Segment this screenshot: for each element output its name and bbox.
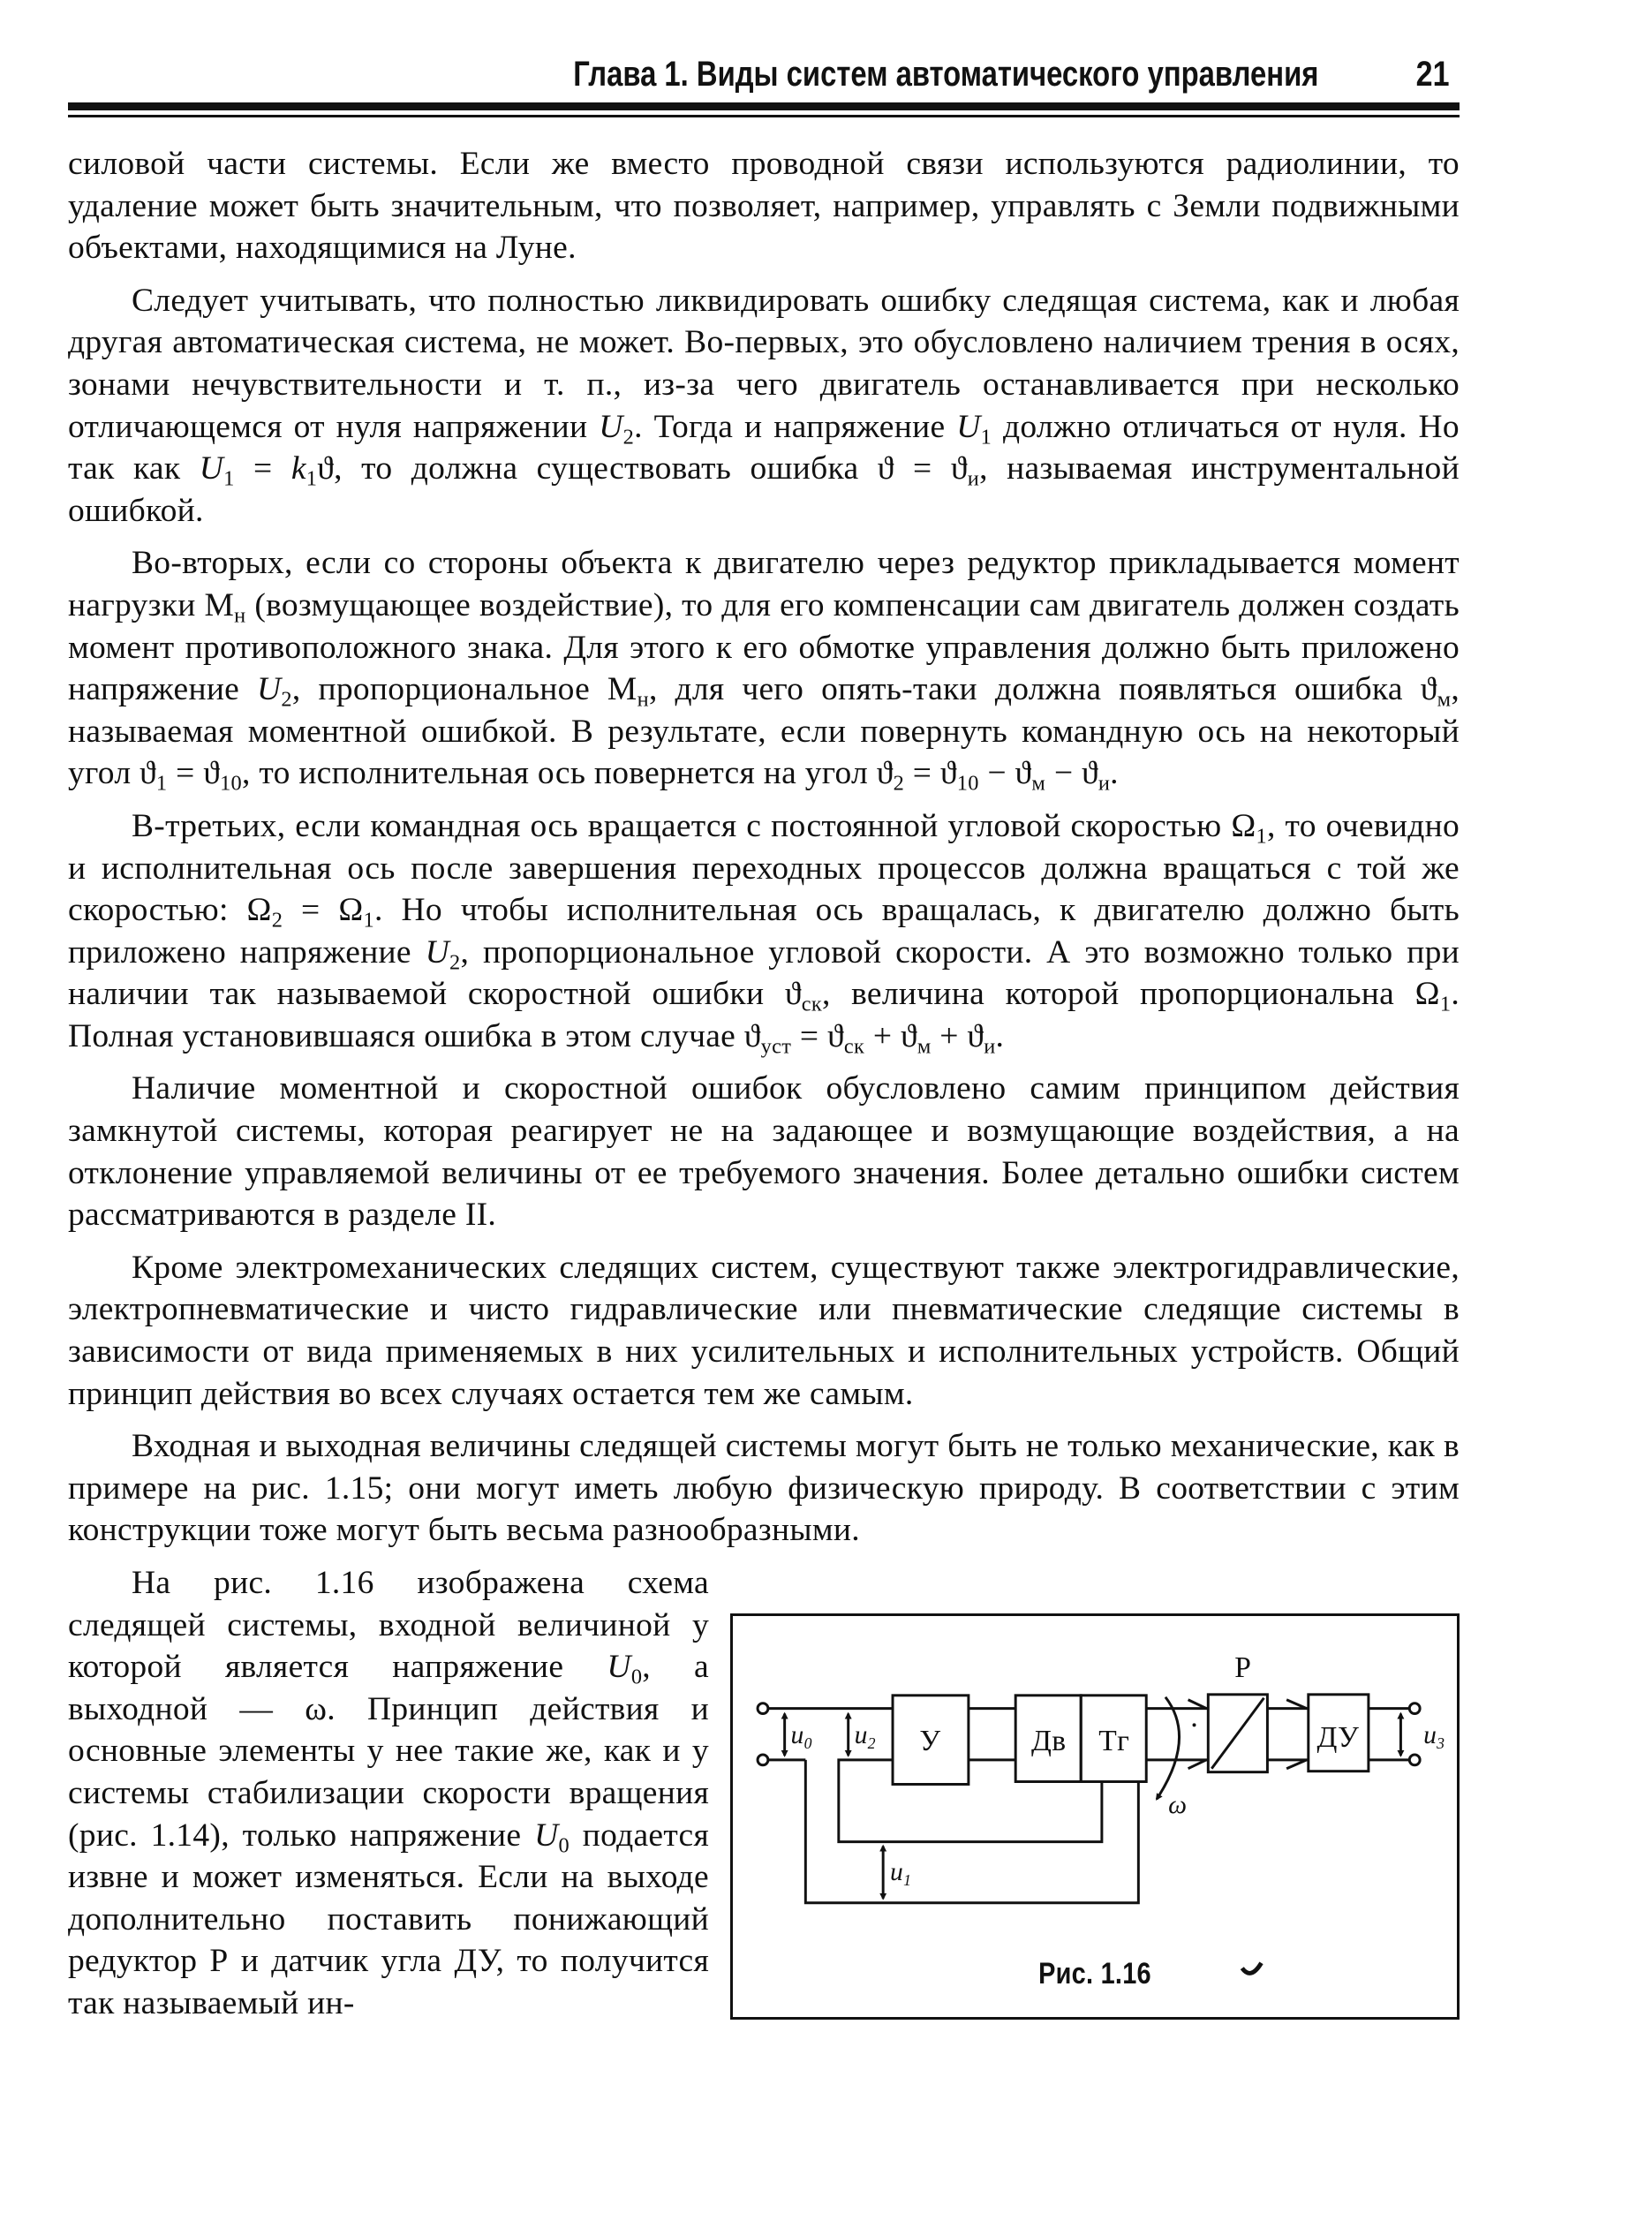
subscript: м bbox=[917, 1034, 932, 1059]
subscript: 1 bbox=[155, 771, 168, 796]
subscript: 1 bbox=[363, 908, 374, 933]
header-rule-thin bbox=[68, 115, 1460, 117]
block-label-reducer: Р bbox=[1234, 1651, 1252, 1685]
subscript: н bbox=[234, 603, 246, 628]
math-variable: U bbox=[199, 450, 224, 487]
subscript: 1 bbox=[306, 466, 318, 491]
math-variable: U bbox=[956, 408, 981, 445]
block-label-angle-sensor: ДУ bbox=[1316, 1721, 1360, 1755]
subscript: ск bbox=[801, 992, 822, 1016]
math-variable: U bbox=[534, 1817, 559, 1854]
math-variable: U bbox=[257, 671, 282, 708]
chapter-title: Глава 1. Виды систем автоматического управления bbox=[572, 55, 1318, 94]
subscript: ск bbox=[843, 1034, 865, 1059]
subscript: 0 bbox=[630, 1665, 643, 1689]
math-variable: U bbox=[607, 1649, 631, 1686]
paragraph: силовой части системы. Если же вместо проводной связи используются радиолинии, то удаление может быть значительным, что позволяет, например, управлять с Земли подвижными объектами, находящимися на Луне. bbox=[68, 146, 1460, 267]
subscript: 2 bbox=[281, 687, 292, 712]
subscript: 1 bbox=[223, 466, 235, 491]
label-u0: $u_0$ bbox=[790, 1721, 812, 1753]
figure-caption: Рис. 1.16 bbox=[1038, 1957, 1151, 1990]
page-body bbox=[68, 143, 1460, 2036]
subscript: и bbox=[984, 1034, 996, 1059]
paragraph: Кроме электромеханических следящих систем, существуют также электрогидравлические, электропневматические и чисто гидравлические или пневматические следящие системы в зависимости от вида применяемых в них усилительных и исполнительных устройств. Общий принцип действия во всех случаях остается тем же самым. bbox=[68, 1249, 1460, 1412]
rotation-arrow bbox=[1157, 1697, 1179, 1799]
subscript: 2 bbox=[622, 424, 635, 449]
subscript: уст bbox=[760, 1034, 792, 1059]
subscript: 0 bbox=[558, 1832, 570, 1857]
paragraph: Во-вторых, если со стороны объекта к двигателю через редуктор прикладывается момент нагрузки $М_н$ (возмущающее воздействие), то для его компенсации сам двигатель должен создать момент противоположного знака. Для этого к его обмотке управления должно быть приложено напряжение $U_2$, пропорциональное $М_н$, для чего опять-таки должна появляться ошибка $ϑ_м$, называемая моментной ошибкой. В результате, если повернуть командную ось на некоторый угол $ϑ_1 = ϑ_{10}$, то исполнительная ось повернется на угол $ϑ_2 = ϑ_{10} - ϑ_м - ϑ_и$. bbox=[68, 545, 1460, 796]
input-terminal-top bbox=[758, 1703, 768, 1714]
subscript: 1 bbox=[1256, 824, 1267, 849]
label-u2: $u_2$ bbox=[854, 1721, 876, 1753]
subscript: 1 bbox=[1439, 992, 1452, 1016]
figure-1-16 bbox=[730, 1613, 1460, 2020]
subscript: 2 bbox=[449, 950, 461, 974]
paragraph: Следует учитывать, что полностью ликвидировать ошибку следящая система, как и любая другая автоматическая система, не может. Во-первых, это обусловлено наличием трения в осях, зонами нечувствительности и т. п., из-за чего двигатель останавливается при несколько отличающемся от нуля напряжении $U_2$. Тогда и напряжение $U_1$ должно отличаться от нуля. Но так как $U_1 = k_1ϑ$, то должна существовать ошибка $ϑ = ϑ_и$, называемая инструментальной ошибкой. bbox=[68, 282, 1460, 529]
label-omega: ω bbox=[1168, 1791, 1188, 1820]
subscript: и bbox=[967, 466, 980, 491]
paragraph: Наличие моментной и скоростной ошибок обусловлено самим принципом действия замкнутой системы, которая реагирует не на задающее и возмущающие воздействия, а на отклонение управляемой величины от ее требуемого значения. Более детально ошибки систем рассматриваются в разделе II. bbox=[68, 1070, 1460, 1234]
math-variable: U bbox=[599, 408, 623, 445]
subscript: м bbox=[1437, 687, 1452, 712]
paragraph: Входная и выходная величины следящей системы могут быть не только механические, как в примере на рис. 1.15; они могут иметь любую физическую природу. В соответствии с этим конструкции тоже могут быть весьма разнообразными. bbox=[68, 1428, 1460, 1549]
subscript: м bbox=[1031, 771, 1046, 796]
subscript: 2 bbox=[893, 771, 905, 796]
subscript: 1 bbox=[980, 424, 992, 449]
output-terminal-top bbox=[1409, 1703, 1420, 1714]
label-u1: $u_1$ bbox=[890, 1858, 912, 1889]
input-terminal-bottom bbox=[758, 1755, 768, 1765]
paragraph: В-третьих, если командная ось вращается с постоянной угловой скоростью $\Omega_1$, то очевидно и исполнительная ось после завершения переходных процессов должна вращаться с той же скоростью: $\Omega_2 = \Omega_1$. Но чтобы исполнительная ось вращалась, к двигателю должно быть приложено напряжение $U_2$, пропорциональное угловой скорости. А это возможно только при наличии так называемой скоростной ошибки $ϑ_{ск}$, величина которой пропорциональна $\Omega_1$. Полная установившаяся ошибка в этом случае $ϑ_{уст} = ϑ_{ск} + ϑ_м + ϑ_и$. bbox=[68, 807, 1460, 1059]
paragraph: На рис. 1.16 изображена схема следящей системы, входной величиной у которой является напряжение $U_0$, а выходной — ω. Принцип действия и основные элементы у нее такие же, как и у системы стабилизации скорости вращения (рис. 1.14), только напряжение $U_0$ подается извне и может изменяться. Если на выходе дополнительно поставить понижающий редуктор Р и датчик угла ДУ, то получится так называемый ин- bbox=[68, 1565, 709, 2021]
label-u3: $u_3$ bbox=[1423, 1721, 1445, 1753]
wire-inner-loop bbox=[839, 1760, 1102, 1842]
header-rule-thick bbox=[68, 102, 1460, 110]
subscript: 10 bbox=[956, 771, 979, 796]
math-variable: k bbox=[290, 450, 306, 487]
math-variable: U bbox=[425, 933, 450, 971]
subscript: 10 bbox=[220, 771, 243, 796]
block-label-tachogenerator: Тг bbox=[1098, 1724, 1130, 1757]
running-header bbox=[68, 51, 1460, 104]
subscript: и bbox=[1098, 771, 1111, 796]
block-label-motor: Дв bbox=[1031, 1724, 1067, 1757]
subscript: 2 bbox=[271, 908, 283, 933]
output-terminal-bottom bbox=[1409, 1755, 1420, 1765]
reducer-diagonal bbox=[1211, 1698, 1264, 1769]
subscript: н bbox=[637, 687, 649, 712]
block-label-amplifier: У bbox=[919, 1724, 941, 1757]
page-number: 21 bbox=[1415, 55, 1449, 94]
